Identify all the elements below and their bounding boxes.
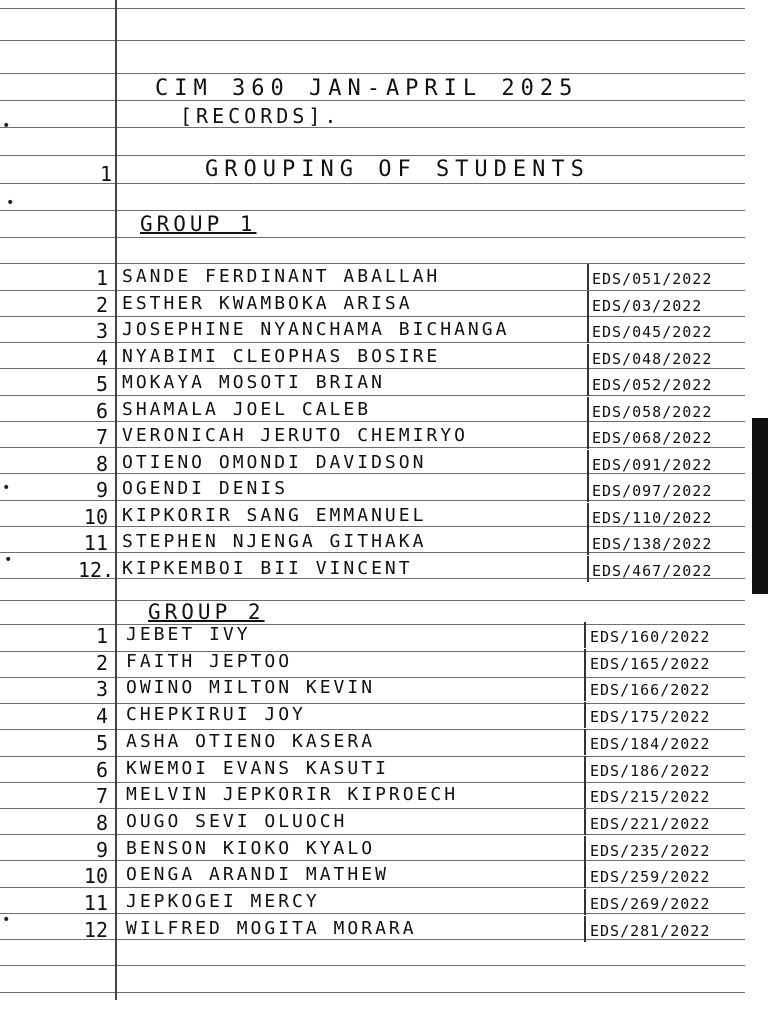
registration-number: EDS/269/2022: [590, 895, 711, 913]
student-number: 3: [95, 319, 108, 343]
registration-number: EDS/467/2022: [592, 562, 713, 580]
registration-number: EDS/048/2022: [592, 350, 713, 368]
registration-number: EDS/175/2022: [590, 708, 711, 726]
student-name: MOKAYA MOSOTI BRIAN: [122, 372, 385, 393]
student-row: [0, 505, 768, 531]
student-name: KIPKEMBOI BII VINCENT: [122, 558, 413, 579]
student-name: BENSON KIOKO KYALO: [126, 838, 376, 859]
registration-number: EDS/045/2022: [592, 323, 713, 341]
student-row: [0, 319, 768, 345]
reg-column-line: [584, 649, 586, 675]
reg-column-line: [584, 809, 586, 835]
reg-column-line: [587, 344, 589, 370]
reg-column-line: [587, 529, 589, 555]
reg-column-line: [587, 264, 589, 290]
ruled-line: [0, 992, 745, 993]
student-number: 11: [83, 891, 108, 915]
student-number: 5: [95, 731, 108, 755]
ruled-line: [0, 263, 745, 264]
reg-column-line: [587, 503, 589, 529]
student-number: 6: [95, 758, 108, 782]
ruled-line: [0, 127, 745, 128]
reg-column-line: [587, 423, 589, 449]
student-number: 8: [95, 811, 108, 835]
registration-number: EDS/058/2022: [592, 403, 713, 421]
records-subtitle: [RECORDS].: [180, 104, 341, 128]
ink-speck: •: [2, 118, 11, 134]
registration-number: EDS/091/2022: [592, 456, 713, 474]
student-row: [0, 731, 768, 757]
reg-column-line: [584, 622, 586, 648]
registration-number: EDS/259/2022: [590, 868, 711, 886]
student-row: [0, 558, 768, 584]
student-name: MELVIN JEPKORIR KIPROECH: [126, 784, 459, 805]
registration-number: EDS/215/2022: [590, 788, 711, 806]
student-row: [0, 531, 768, 557]
section-number: 1: [100, 162, 116, 186]
student-number: 3: [95, 677, 108, 701]
student-number: 7: [95, 425, 108, 449]
student-name: SANDE FERDINANT ABALLAH: [122, 266, 441, 287]
reg-column-line: [584, 889, 586, 915]
student-name: VERONICAH JERUTO CHEMIRYO: [122, 425, 468, 446]
student-row: [0, 704, 768, 730]
ink-speck: •: [2, 480, 11, 496]
student-name: SHAMALA JOEL CALEB: [122, 399, 372, 420]
student-name: ESTHER KWAMBOKA ARISA: [122, 293, 413, 314]
student-name: ASHA OTIENO KASERA: [126, 731, 376, 752]
student-number: 2: [95, 293, 108, 317]
student-number: 1: [95, 624, 108, 648]
student-number: 2: [95, 651, 108, 675]
student-name: FAITH JEPTOO: [126, 651, 293, 672]
student-row: [0, 624, 768, 650]
course-title: CIM 360 JAN-APRIL 2025: [155, 76, 579, 101]
student-name: OGENDI DENIS: [122, 478, 289, 499]
student-number: 1: [95, 266, 108, 290]
student-name: OTIENO OMONDI DAVIDSON: [122, 452, 427, 473]
student-name: OUGO SEVI OLUOCH: [126, 811, 348, 832]
student-name: CHEPKIRUI JOY: [126, 704, 306, 725]
registration-number: EDS/165/2022: [590, 655, 711, 673]
student-name: OWINO MILTON KEVIN: [126, 677, 376, 698]
student-number: 10: [83, 864, 108, 888]
student-row: [0, 918, 768, 944]
student-row: [0, 452, 768, 478]
student-row: [0, 758, 768, 784]
student-row: [0, 784, 768, 810]
reg-column-line: [587, 450, 589, 476]
ruled-line: [0, 155, 745, 156]
registration-number: EDS/221/2022: [590, 815, 711, 833]
student-number: 8: [95, 452, 108, 476]
reg-column-line: [587, 291, 589, 317]
ruled-line: [0, 965, 745, 966]
registration-number: EDS/184/2022: [590, 735, 711, 753]
student-row: [0, 372, 768, 398]
student-name: KWEMOI EVANS KASUTI: [126, 758, 389, 779]
reg-column-line: [584, 729, 586, 755]
student-row: [0, 891, 768, 917]
ruled-line: [0, 237, 745, 238]
student-name: NYABIMI CLEOPHAS BOSIRE: [122, 346, 441, 367]
student-name: JOSEPHINE NYANCHAMA BICHANGA: [122, 319, 510, 340]
section-title: GROUPING OF STUDENTS: [205, 157, 590, 182]
ruled-line: [0, 8, 745, 9]
student-number: 9: [95, 838, 108, 862]
reg-column-line: [587, 476, 589, 502]
student-row: [0, 677, 768, 703]
student-name: JEBET IVY: [126, 624, 251, 645]
student-number: 5: [95, 372, 108, 396]
student-number: 7: [95, 784, 108, 808]
student-number: 4: [95, 704, 108, 728]
student-number: 11: [83, 531, 108, 555]
registration-number: EDS/051/2022: [592, 270, 713, 288]
student-number: 12.: [78, 558, 115, 582]
reg-column-line: [584, 862, 586, 888]
registration-number: EDS/235/2022: [590, 842, 711, 860]
ruled-line: [0, 600, 745, 601]
student-row: [0, 293, 768, 319]
reg-column-line: [587, 556, 589, 582]
student-name: JEPKOGEI MERCY: [126, 891, 320, 912]
reg-column-line: [587, 397, 589, 423]
student-row: [0, 838, 768, 864]
ink-speck: •: [6, 195, 15, 211]
ink-speck: •: [2, 912, 11, 928]
reg-column-line: [584, 675, 586, 701]
registration-number: EDS/097/2022: [592, 482, 713, 500]
student-number: 9: [95, 478, 108, 502]
group-2-heading: GROUP 2: [148, 600, 265, 624]
registration-number: EDS/052/2022: [592, 376, 713, 394]
registration-number: EDS/068/2022: [592, 429, 713, 447]
student-name: KIPKORIR SANG EMMANUEL: [122, 505, 427, 526]
ruled-line: [0, 40, 745, 41]
registration-number: EDS/186/2022: [590, 762, 711, 780]
student-row: [0, 425, 768, 451]
registration-number: EDS/110/2022: [592, 509, 713, 527]
student-row: [0, 266, 768, 292]
reg-column-line: [587, 317, 589, 343]
student-name: STEPHEN NJENGA GITHAKA: [122, 531, 427, 552]
student-name: WILFRED MOGITA MORARA: [126, 918, 417, 939]
registration-number: EDS/160/2022: [590, 628, 711, 646]
reg-column-line: [584, 782, 586, 808]
student-number: 10: [83, 505, 108, 529]
student-row: [0, 651, 768, 677]
student-row: [0, 478, 768, 504]
student-row: [0, 864, 768, 890]
registration-number: EDS/138/2022: [592, 535, 713, 553]
ruled-line: [0, 73, 745, 74]
reg-column-line: [584, 756, 586, 782]
registration-number: EDS/281/2022: [590, 922, 711, 940]
ruled-line: [0, 210, 745, 211]
group-1-heading: GROUP 1: [140, 212, 257, 236]
reg-column-line: [584, 836, 586, 862]
ink-speck: •: [4, 552, 13, 568]
student-number: 12: [83, 918, 108, 942]
student-row: [0, 346, 768, 372]
student-number: 6: [95, 399, 108, 423]
reg-column-line: [584, 916, 586, 942]
registration-number: EDS/03/2022: [592, 297, 703, 315]
student-name: OENGA ARANDI MATHEW: [126, 864, 389, 885]
reg-column-line: [584, 702, 586, 728]
reg-column-line: [587, 370, 589, 396]
registration-number: EDS/166/2022: [590, 681, 711, 699]
student-row: [0, 399, 768, 425]
student-row: [0, 811, 768, 837]
student-number: 4: [95, 346, 108, 370]
